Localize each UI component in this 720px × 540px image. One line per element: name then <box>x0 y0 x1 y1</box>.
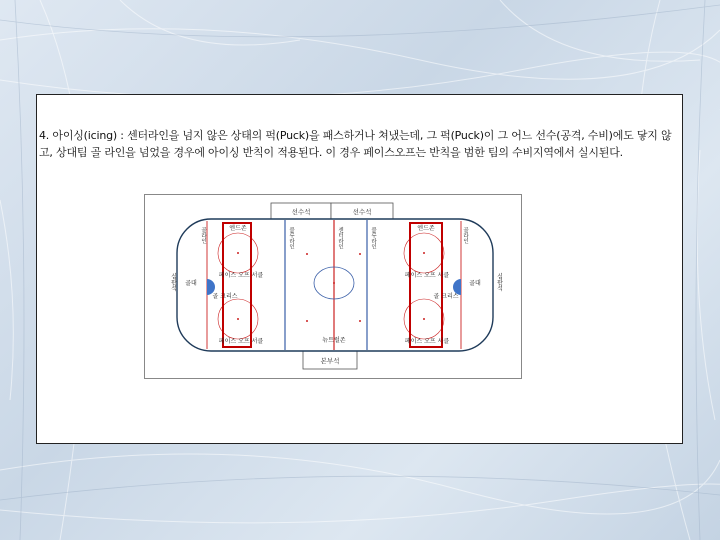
neutral-zone-label: 뉴트럴존 <box>322 337 346 344</box>
neutral-dot <box>359 320 361 322</box>
blue-line-left-label: 블루라인 <box>288 227 294 249</box>
neutral-dot <box>306 320 308 322</box>
faceoff-circle-bottom-left-label: 페이스 오프 서클 <box>218 338 264 345</box>
rink-diagram-frame <box>144 194 522 379</box>
neutral-dot <box>306 253 308 255</box>
end-zone-left-label: 엔드존 <box>229 225 247 232</box>
faceoff-spot <box>423 252 425 254</box>
faceoff-spot <box>237 252 239 254</box>
goal-left-label: 골대 <box>185 280 197 287</box>
end-zone-right-label: 엔드존 <box>417 225 435 232</box>
penalty-box-label: 본부석 <box>320 357 340 365</box>
content-card <box>36 94 683 444</box>
crease-right-label: 골 크리스 <box>433 293 459 300</box>
faceoff-circle-bottom-right-label: 페이스 오프 서클 <box>404 338 450 345</box>
faceoff-spot <box>423 318 425 320</box>
faceoff-circle-top-right-label: 페이스 오프 서클 <box>404 272 450 279</box>
icing-description: 4. 아이싱(icing) : 센터라인을 넘지 않은 상태의 퍽(Puck)을 패스하거나 쳐냈는데, 그 퍽(Puck)이 그 어느 선수(공격, 수비)에도 닿지 않고, 상대팀 골 라인을 넘었을 경우에 아이싱 반칙이 적용된다. 이 경우 페이스오프는 반칙을 범한 팀의 수비지역에서 실시된다. <box>39 129 672 159</box>
crease-left-label: 골 크리스 <box>212 293 238 300</box>
neutral-dot <box>359 253 361 255</box>
faceoff-spot <box>237 318 239 320</box>
blue-line-right-label: 블루라인 <box>370 227 376 249</box>
rink-diagram <box>145 195 521 378</box>
referee-left-label: 심판석 <box>169 273 177 291</box>
center-line-label: 센터라인 <box>337 227 343 249</box>
referee-right-label: 심판석 <box>495 273 503 291</box>
players-bench-left-label: 선수석 <box>291 208 311 216</box>
rink-boards <box>177 219 493 351</box>
faceoff-circle-top-left-label: 페이스 오프 서클 <box>218 272 264 279</box>
goal-line-left-label: 골라인 <box>200 227 206 244</box>
goal-line-right-label: 골라인 <box>462 227 468 244</box>
goal-right-label: 골대 <box>469 280 481 287</box>
center-faceoff-spot <box>333 282 335 284</box>
players-bench-right-label: 선수석 <box>352 208 372 216</box>
